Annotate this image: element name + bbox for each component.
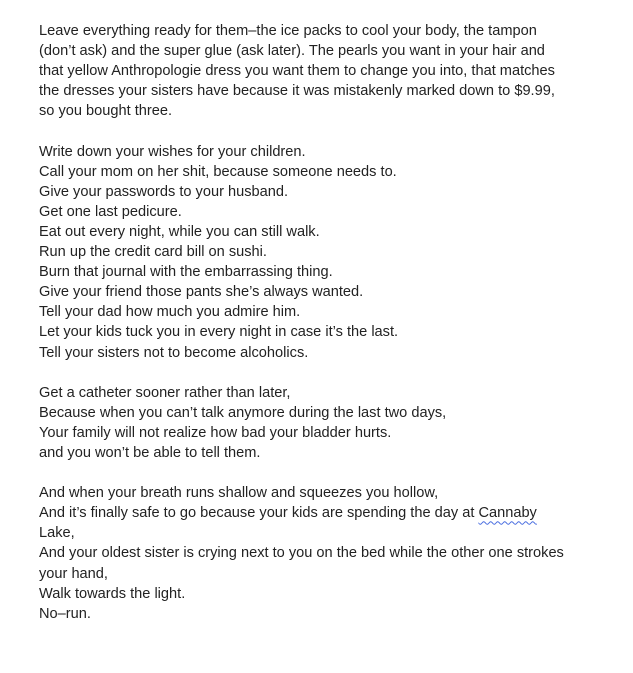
text-line: And your oldest sister is crying next to you on the bed while the other one strokes — [39, 545, 564, 562]
stanza-gap — [39, 121, 599, 141]
text-line: Give your passwords to your husband. — [39, 183, 289, 200]
text-line: No–run. — [39, 605, 91, 622]
stanza-4 — [39, 483, 599, 624]
text-line: and you won’t be able to tell them. — [39, 444, 261, 461]
text-segment: And it’s finally safe to go because your kids are spending the day at — [39, 505, 479, 522]
text-line: Eat out every night, while you can still walk. — [39, 223, 320, 240]
text-line: (don’t ask) and the super glue (ask later). The pearls you want in your hair and — [39, 43, 545, 60]
text-line: Tell your dad how much you admire him. — [39, 304, 301, 321]
text-line: Run up the credit card bill on sushi. — [39, 244, 267, 261]
text-line: Let your kids tuck you in every night in case it’s the last. — [39, 324, 399, 341]
text-line: Lake, — [39, 525, 75, 542]
text-line: that yellow Anthropologie dress you want them to change you into, that matches — [39, 63, 555, 80]
text-line: Burn that journal with the embarrassing thing. — [39, 264, 333, 281]
text-line: your hand, — [39, 565, 108, 582]
stanza-gap — [39, 463, 599, 483]
text-line: Write down your wishes for your children. — [39, 143, 306, 160]
stanza-2 — [39, 142, 599, 363]
text-line: Get a catheter sooner rather than later, — [39, 384, 291, 401]
text-line: the dresses your sisters have because it was mistakenly marked down to $9.99, — [39, 83, 555, 100]
text-line: Get one last pedicure. — [39, 203, 182, 220]
text-line: so you bought three. — [39, 103, 173, 120]
stanza-gap — [39, 363, 599, 383]
stanza-3 — [39, 383, 599, 463]
text-line: Walk towards the light. — [39, 585, 186, 602]
text-line: Leave everything ready for them–the ice packs to cool your body, the tampon — [39, 23, 537, 39]
text-line — [39, 503, 599, 523]
text-line: Call your mom on her shit, because someone needs to. — [39, 163, 397, 180]
text-line: Tell your sisters not to become alcoholics. — [39, 344, 309, 361]
text-line: Give your friend those pants she’s always wanted. — [39, 284, 364, 301]
text-line: Your family will not realize how bad your bladder hurts. — [39, 424, 392, 441]
text-line: And when your breath runs shallow and squeezes you hollow, — [39, 485, 439, 502]
spellcheck-flagged-word[interactable]: Cannaby — [478, 505, 537, 522]
stanza-1 — [39, 21, 599, 121]
text-line: Because when you can’t talk anymore during the last two days, — [39, 404, 447, 421]
document-body[interactable] — [39, 21, 599, 624]
